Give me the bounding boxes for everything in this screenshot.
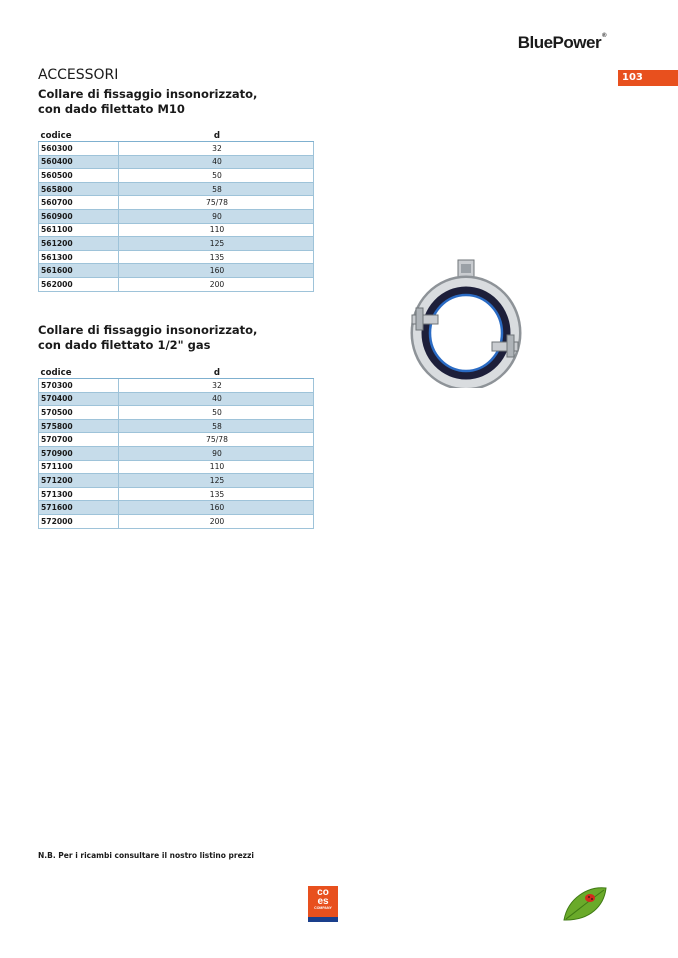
pipe-clamp-icon [406,258,530,388]
cell-code: 571300 [39,487,119,501]
table-row [39,501,314,515]
cell-d: 110 [119,460,314,474]
table-row [39,182,314,196]
brand-name: BluePower [517,33,602,52]
cell-code: 561600 [39,264,119,278]
cell-code: 561100 [39,223,119,237]
table-row [39,419,314,433]
cell-d: 200 [119,514,314,528]
cell-code: 570700 [39,433,119,447]
cell-d: 160 [119,264,314,278]
leaf-ladybug-icon [560,884,608,924]
table-row [39,209,314,223]
table-row [39,474,314,488]
table-row [39,277,314,291]
cell-code: 560900 [39,209,119,223]
table-row [39,196,314,210]
col-header-d: d [119,367,314,379]
cell-d: 58 [119,419,314,433]
col-header-d: d [119,130,314,142]
cell-d: 32 [119,142,314,156]
table-header-row [39,367,314,379]
table-row [39,487,314,501]
cell-code: 561200 [39,237,119,251]
cell-d: 40 [119,392,314,406]
coes-logo-line1: co [317,887,329,898]
cell-code: 575800 [39,419,119,433]
table-1-subtitle-line2: con dado filettato M10 [38,102,185,116]
table-header-row [39,130,314,142]
cell-code: 571200 [39,474,119,488]
page-number-tab: 103 [618,70,678,86]
cell-code: 572000 [39,514,119,528]
table-row [39,460,314,474]
table-1-subtitle [38,87,257,117]
table-row [39,169,314,183]
cell-d: 135 [119,487,314,501]
cell-code: 570500 [39,406,119,420]
cell-code: 571600 [39,501,119,515]
table-row [39,264,314,278]
section-title: ACCESSORI [38,67,119,83]
table-row [39,446,314,460]
cell-code: 565800 [39,182,119,196]
cell-code: 561300 [39,250,119,264]
table-row [39,223,314,237]
col-header-code: codice [39,367,119,379]
cell-d: 58 [119,182,314,196]
spec-table-1 [38,130,314,292]
cell-d: 32 [119,379,314,393]
brand-logo [518,33,606,53]
table-row [39,237,314,251]
cell-d: 90 [119,209,314,223]
cell-d: 75/78 [119,196,314,210]
cell-d: 90 [119,446,314,460]
cell-code: 562000 [39,277,119,291]
cell-d: 125 [119,474,314,488]
cell-d: 125 [119,237,314,251]
cell-code: 570300 [39,379,119,393]
cell-code: 560500 [39,169,119,183]
coes-logo-line2: es [317,896,329,907]
cell-d: 50 [119,169,314,183]
table-row [39,155,314,169]
cell-code: 570900 [39,446,119,460]
cell-d: 135 [119,250,314,264]
table-row [39,379,314,393]
table-row [39,406,314,420]
cell-d: 110 [119,223,314,237]
cell-code: 560700 [39,196,119,210]
footer-note: N.B. Per i ricambi consultare il nostro listino prezzi [38,851,254,860]
cell-d: 50 [119,406,314,420]
table-row [39,142,314,156]
brand-registered-mark: ® [602,33,606,39]
table-row [39,433,314,447]
coes-logo-bar [308,917,338,922]
cell-d: 75/78 [119,433,314,447]
table-1-subtitle-line1: Collare di fissaggio insonorizzato, [38,87,258,101]
table-2-subtitle-line1: Collare di fissaggio insonorizzato, [38,323,258,337]
table-row [39,250,314,264]
table-row [39,392,314,406]
cell-code: 560400 [39,155,119,169]
cell-d: 200 [119,277,314,291]
coes-logo-line3: COMPANY [314,906,332,910]
table-2-subtitle-line2: con dado filettato 1/2" gas [38,338,211,352]
col-header-code: codice [39,130,119,142]
cell-d: 160 [119,501,314,515]
table-row [39,514,314,528]
cell-code: 570400 [39,392,119,406]
cell-d: 40 [119,155,314,169]
cell-code: 560300 [39,142,119,156]
table-2-subtitle [38,323,257,353]
spec-table-2 [38,367,314,529]
coes-logo [308,886,338,922]
cell-code: 571100 [39,460,119,474]
